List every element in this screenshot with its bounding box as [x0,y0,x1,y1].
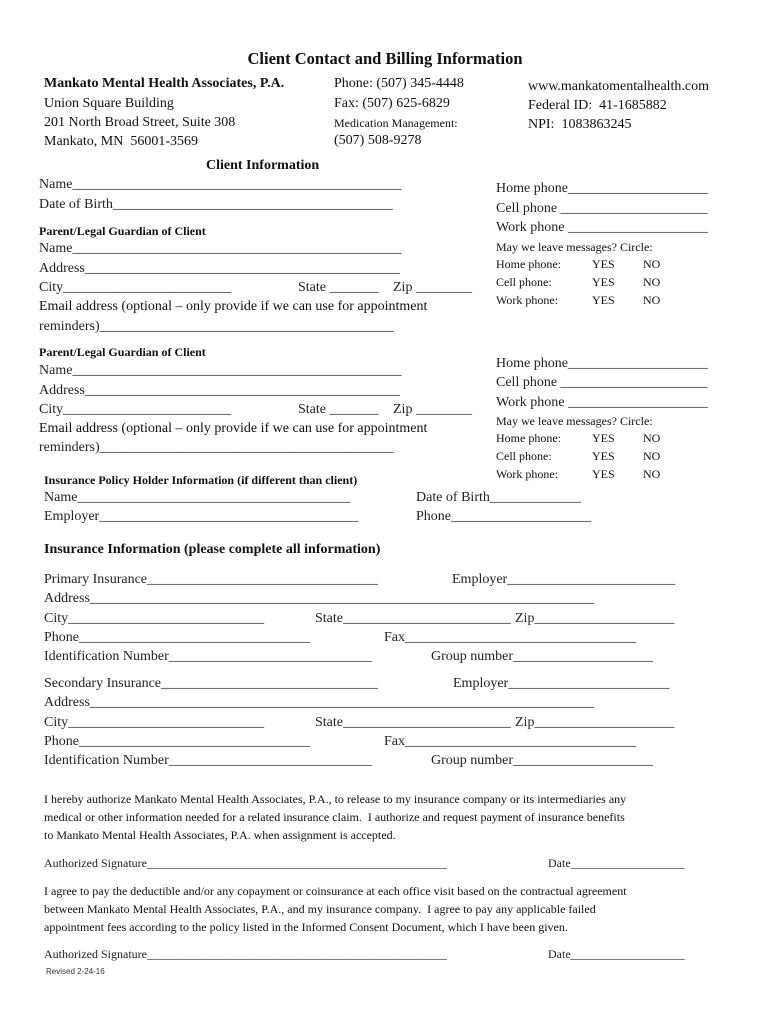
med-mgmt-phone: (507) 508-9278 [334,133,422,148]
policy-holder-heading: Insurance Policy Holder Information (if different than client) [44,473,358,487]
guardian2-state-field[interactable]: State _______ [298,402,379,417]
agreement-line-2: between Mankato Mental Health Associates, P.A., and my insurance company. I agree to pay any applicable failed [44,902,596,916]
primary-state-field[interactable]: State________________________ [315,611,511,626]
client-dob-field[interactable]: Date of Birth________________________________________ [39,197,393,212]
agreement-date-field[interactable]: Date___________________ [548,947,685,961]
practice-website: www.mankatomentalhealth.com [528,79,710,94]
secondary-city-field[interactable]: City____________________________ [44,715,265,730]
guardian2-cell-label: Cell phone: [496,449,552,463]
practice-building: Union Square Building [44,96,174,111]
guardian1-cell-label: Cell phone: [496,275,552,289]
client-name-field[interactable]: Name_______________________________________________ [39,177,402,192]
agreement-line-3: appointment fees according to the policy listed in the Informed Consent Document, which I have been given. [44,920,568,934]
secondary-id-field[interactable]: Identification Number_____________________________ [44,753,372,768]
guardian1-email-field[interactable]: reminders)__________________________________________ [39,319,394,334]
guardian2-home-phone-field[interactable]: Home phone____________________ [496,356,708,371]
practice-street: 201 North Broad Street, Suite 308 [44,115,236,130]
secondary-zip-field[interactable]: Zip____________________ [515,715,675,730]
primary-employer-field[interactable]: Employer________________________ [452,572,676,587]
primary-zip-field[interactable]: Zip____________________ [515,611,675,626]
client-home-phone-field[interactable]: Home phone____________________ [496,181,708,196]
guardian1-work-no[interactable]: NO [643,293,661,307]
secondary-fax-field[interactable]: Fax_________________________________ [384,734,636,749]
client-work-phone-field[interactable]: Work phone ____________________ [496,220,708,235]
guardian2-heading: Parent/Legal Guardian of Client [39,345,206,359]
policy-holder-dob-field[interactable]: Date of Birth_____________ [416,490,581,505]
secondary-group-field[interactable]: Group number____________________ [431,753,654,768]
guardian1-home-yes[interactable]: YES [592,257,615,271]
guardian1-address-field[interactable]: Address_____________________________________________ [39,261,400,276]
guardian1-work-label: Work phone: [496,293,559,307]
primary-id-field[interactable]: Identification Number_____________________________ [44,649,372,664]
guardian2-home-no[interactable]: NO [643,431,661,445]
guardian1-state-field[interactable]: State _______ [298,280,379,295]
practice-city: Mankato, MN 56001-3569 [44,134,198,149]
guardian2-cell-yes[interactable]: YES [592,449,615,463]
guardian2-home-yes[interactable]: YES [592,431,615,445]
guardian2-cell-phone-field[interactable]: Cell phone _____________________ [496,375,708,390]
guardian1-heading: Parent/Legal Guardian of Client [39,224,206,238]
primary-group-field[interactable]: Group number____________________ [431,649,654,664]
client-cell-phone-field[interactable]: Cell phone _____________________ [496,201,708,216]
primary-phone-field[interactable]: Phone_________________________________ [44,630,310,645]
med-mgmt-label: Medication Management: [334,116,458,130]
guardian1-name-field[interactable]: Name_______________________________________________ [39,241,402,256]
authorization-line-2: medical or other information needed for a related insurance claim. I authorize and request payment of insurance benefits [44,810,625,824]
guardian1-home-label: Home phone: [496,257,561,271]
practice-fax: Fax: (507) 625-6829 [334,96,450,111]
guardian2-work-phone-field[interactable]: Work phone ____________________ [496,395,708,410]
npi: NPI: 1083863245 [528,117,632,132]
guardian2-work-yes[interactable]: YES [592,467,615,481]
client-info-heading: Client Information [206,158,320,173]
secondary-employer-field[interactable]: Employer_______________________ [453,676,670,691]
authorization-line-1: I hereby authorize Mankato Mental Health Associates, P.A., to release to my insurance company or its intermediaries any [44,792,627,806]
primary-insurance-field[interactable]: Primary Insurance_________________________________ [44,572,379,587]
federal-id: Federal ID: 41-1685882 [528,98,667,113]
guardian1-city-field[interactable]: City________________________ [39,280,232,295]
secondary-address-field[interactable]: Address________________________________________________________________________ [44,695,594,710]
guardian1-messages-question: May we leave messages? Circle: [496,240,653,254]
guardian2-work-label: Work phone: [496,467,559,481]
policy-holder-phone-field[interactable]: Phone____________________ [416,509,591,524]
authorization-date-field[interactable]: Date___________________ [548,856,685,870]
policy-holder-name-field[interactable]: Name_______________________________________ [44,490,351,505]
guardian1-cell-no[interactable]: NO [643,275,661,289]
primary-city-field[interactable]: City____________________________ [44,611,265,626]
agreement-signature-field[interactable]: Authorized Signature__________________________________________________ [44,947,447,961]
guardian1-cell-yes[interactable]: YES [592,275,615,289]
guardian2-home-label: Home phone: [496,431,561,445]
authorization-line-3: to Mankato Mental Health Associates, P.A. when assignment is accepted. [44,828,396,842]
guardian2-city-field[interactable]: City________________________ [39,402,232,417]
guardian2-messages-question: May we leave messages? Circle: [496,414,653,428]
guardian2-email-label: Email address (optional – only provide if we can use for appointment [39,421,428,436]
secondary-state-field[interactable]: State________________________ [315,715,511,730]
guardian1-email-label: Email address (optional – only provide if we can use for appointment [39,299,428,314]
insurance-heading: Insurance Information (please complete all information) [44,542,381,557]
guardian1-zip-field[interactable]: Zip ________ [393,280,472,295]
policy-holder-employer-field[interactable]: Employer_____________________________________ [44,509,359,524]
secondary-phone-field[interactable]: Phone_________________________________ [44,734,310,749]
primary-address-field[interactable]: Address________________________________________________________________________ [44,591,594,606]
authorization-signature-field[interactable]: Authorized Signature__________________________________________________ [44,856,447,870]
guardian1-home-no[interactable]: NO [643,257,661,271]
page-title: Client Contact and Billing Information [247,49,523,68]
secondary-insurance-field[interactable]: Secondary Insurance_______________________________ [44,676,379,691]
agreement-line-1: I agree to pay the deductible and/or any copayment or coinsurance at each office visit based on the contractual agreement [44,884,627,898]
guardian2-zip-field[interactable]: Zip ________ [393,402,472,417]
guardian2-work-no[interactable]: NO [643,467,661,481]
guardian2-address-field[interactable]: Address_____________________________________________ [39,383,400,398]
guardian2-email-field[interactable]: reminders)__________________________________________ [39,440,394,455]
primary-fax-field[interactable]: Fax_________________________________ [384,630,636,645]
guardian2-cell-no[interactable]: NO [643,449,661,463]
revision-note: Revised 2-24-16 [46,967,105,976]
guardian2-name-field[interactable]: Name_______________________________________________ [39,363,402,378]
practice-phone: Phone: (507) 345-4448 [334,76,464,91]
practice-name: Mankato Mental Health Associates, P.A. [44,76,285,91]
guardian1-work-yes[interactable]: YES [592,293,615,307]
